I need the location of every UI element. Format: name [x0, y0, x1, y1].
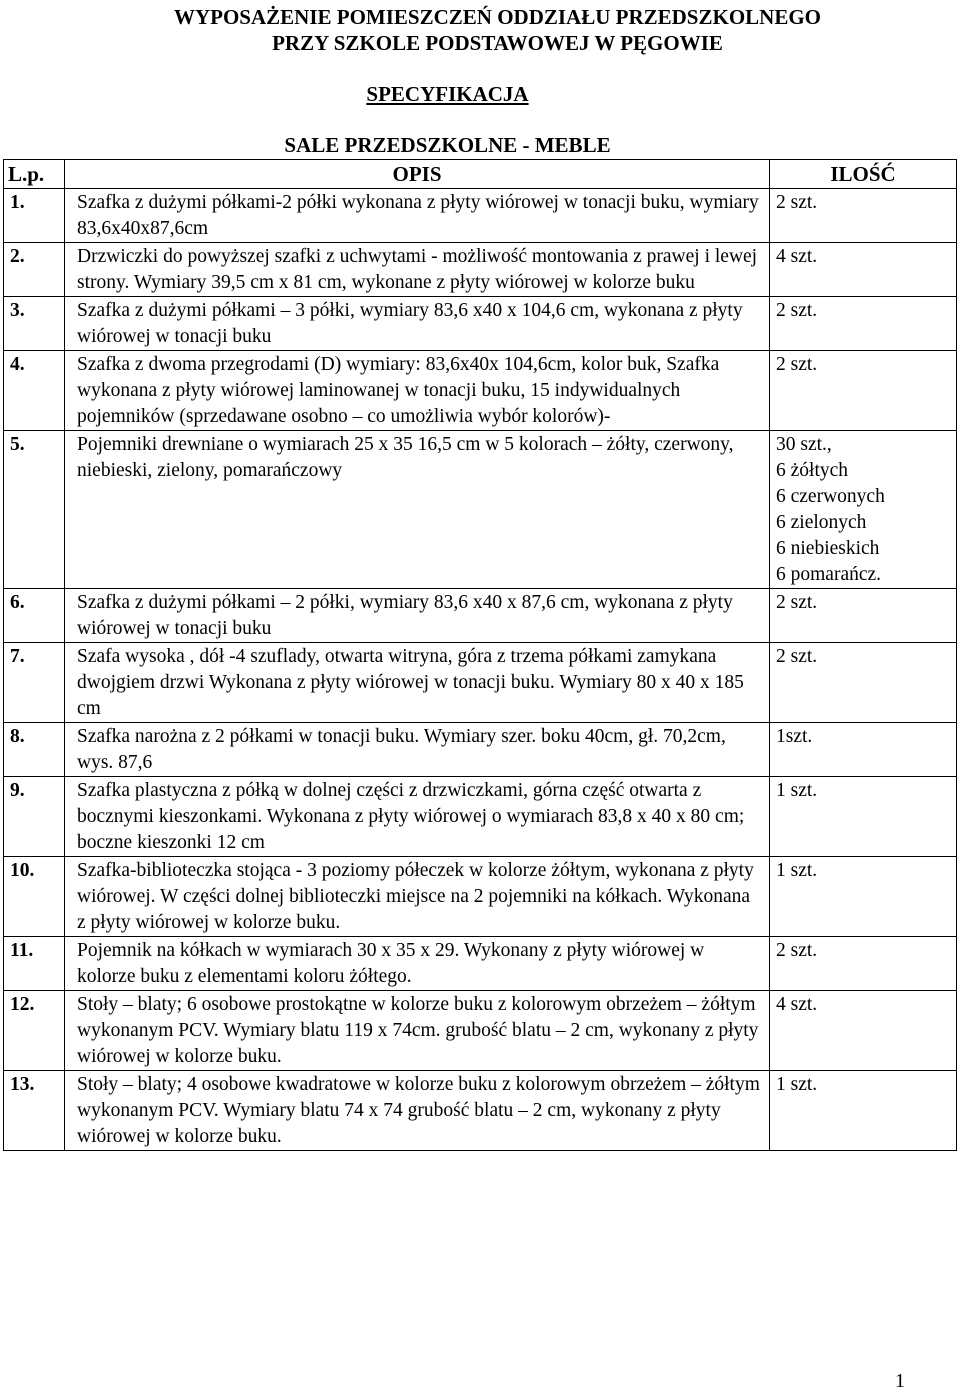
- section-subtitle: SALE PRZEDSZKOLNE - MEBLE: [284, 133, 611, 157]
- table-row: [4, 351, 957, 431]
- row-description: Szafka plastyczna z półką w dolnej części z drzwiczkami, górna część otwarta z bocznymi kieszonkami. Wykonana z płyty wiórowej o wymiarach 83,8 x 40 x 80 cm; boczne kieszonki 12 cm: [65, 777, 770, 857]
- row-description: Szafka z dużymi półkami – 2 półki, wymiary 83,6 x40 x 87,6 cm, wykonana z płyty wiórowej w tonacji buku: [65, 589, 770, 643]
- quantity-line: 6 niebieskich: [776, 538, 880, 559]
- row-quantity: [770, 937, 957, 991]
- row-number: 2.: [4, 243, 65, 297]
- row-description: Szafka z dwoma przegrodami (D) wymiary: 83,6x40x 104,6cm, kolor buk, Szafka wykonana z płyty wiórowej laminowanej w tonacji buku, 15 indywidualnych pojemników (sprzedawane osobno – co umożliwia wybór kolorów)-: [65, 351, 770, 431]
- specification-table: [3, 159, 957, 1151]
- table-row: [4, 589, 957, 643]
- row-description: Szafa wysoka , dół -4 szuflady, otwarta witryna, góra z trzema półkami zamykana dwojgiem drzwi Wykonana z płyty wiórowej w tonacji buku. Wymiary 80 x 40 x 185 cm: [65, 643, 770, 723]
- table-row: [4, 723, 957, 777]
- quantity-line: 6 żółtych: [776, 460, 849, 481]
- row-number: 11.: [4, 937, 65, 991]
- table-row: [4, 1071, 957, 1151]
- row-description: Szafka z dużymi półkami – 3 półki, wymiary 83,6 x40 x 104,6 cm, wykonana z płyty wiórowej w tonacji buku: [65, 297, 770, 351]
- page-number: 1: [895, 1370, 905, 1392]
- row-description: Szafka narożna z 2 półkami w tonacji buku. Wymiary szer. boku 40cm, gł. 70,2cm, wys. 87,6: [65, 723, 770, 777]
- row-number: 1.: [4, 189, 65, 243]
- row-quantity: [770, 643, 957, 723]
- row-quantity: [770, 431, 957, 589]
- quantity-line: 2 szt.: [776, 592, 818, 613]
- quantity-line: 6 zielonych: [776, 512, 867, 533]
- column-header-qty: ILOŚĆ: [770, 160, 957, 189]
- table-row: [4, 243, 957, 297]
- quantity-line: 1 szt.: [776, 860, 818, 881]
- row-number: 9.: [4, 777, 65, 857]
- row-description: Szafka z dużymi półkami-2 półki wykonana z płyty wiórowej w tonacji buku, wymiary 83,6x40x87,6cm: [65, 189, 770, 243]
- quantity-line: 6 czerwonych: [776, 486, 885, 507]
- row-number: 10.: [4, 857, 65, 937]
- quantity-line: 2 szt.: [776, 300, 818, 321]
- quantity-line: 2 szt.: [776, 192, 818, 213]
- quantity-line: 1 szt.: [776, 780, 818, 801]
- row-description: Pojemnik na kółkach w wymiarach 30 x 35 x 29. Wykonany z płyty wiórowej w kolorze buku z elementami koloru żółtego.: [65, 937, 770, 991]
- row-quantity: [770, 857, 957, 937]
- table-row: [4, 189, 957, 243]
- table-row: [4, 857, 957, 937]
- quantity-line: 30 szt.,: [776, 434, 832, 455]
- table-row: [4, 643, 957, 723]
- quantity-line: 4 szt.: [776, 994, 818, 1015]
- column-header-desc: OPIS: [65, 160, 770, 189]
- row-description: Stoły – blaty; 6 osobowe prostokątne w kolorze buku z kolorowym obrzeżem – żółtym wykonanym PCV. Wymiary blatu 119 x 74cm. grubość blatu – 2 cm, wykonany z płyty wiórowej w kolorze buku.: [65, 991, 770, 1071]
- row-quantity: [770, 297, 957, 351]
- table-row: [4, 297, 957, 351]
- document-title-line1: WYPOSAŻENIE POMIESZCZEŃ ODDZIAŁU PRZEDSZKOLNEGO: [173, 5, 822, 29]
- row-description: Drzwiczki do powyższej szafki z uchwytami - możliwość montowania z prawej i lewej strony. Wymiary 39,5 cm x 81 cm, wykonane z płyty wiórowej w kolorze buku: [65, 243, 770, 297]
- quantity-line: 1szt.: [776, 726, 813, 747]
- row-quantity: [770, 189, 957, 243]
- row-description: Stoły – blaty; 4 osobowe kwadratowe w kolorze buku z kolorowym obrzeżem – żółtym wykonanym PCV. Wymiary blatu 74 x 74 grubość blatu – 2 cm, wykonany z płyty wiórowej w kolorze buku.: [65, 1071, 770, 1151]
- quantity-line: 4 szt.: [776, 246, 818, 267]
- row-description: Pojemniki drewniane o wymiarach 25 x 35 16,5 cm w 5 kolorach – żółty, czerwony, niebieski, zielony, pomarańczowy: [65, 431, 770, 589]
- row-number: 6.: [4, 589, 65, 643]
- table-body: [4, 189, 957, 1151]
- row-quantity: [770, 777, 957, 857]
- table-row: [4, 777, 957, 857]
- row-quantity: [770, 589, 957, 643]
- quantity-line: 2 szt.: [776, 940, 818, 961]
- table-row: [4, 937, 957, 991]
- table-row: [4, 991, 957, 1071]
- document-title-line2: PRZY SZKOLE PODSTAWOWEJ W PĘGOWIE: [272, 31, 723, 55]
- row-number: 3.: [4, 297, 65, 351]
- table-header-row: [4, 160, 957, 189]
- quantity-line: 2 szt.: [776, 646, 818, 667]
- table-row: [4, 431, 957, 589]
- quantity-line: 2 szt.: [776, 354, 818, 375]
- row-quantity: [770, 991, 957, 1071]
- row-number: 7.: [4, 643, 65, 723]
- quantity-line: 1 szt.: [776, 1074, 818, 1095]
- quantity-line: 6 pomarańcz.: [776, 564, 882, 585]
- row-number: 13.: [4, 1071, 65, 1151]
- row-number: 12.: [4, 991, 65, 1071]
- row-number: 5.: [4, 431, 65, 589]
- row-number: 8.: [4, 723, 65, 777]
- row-quantity: [770, 243, 957, 297]
- row-quantity: [770, 351, 957, 431]
- specification-heading: SPECYFIKACJA: [366, 82, 529, 106]
- row-description: Szafka-biblioteczka stojąca - 3 poziomy półeczek w kolorze żółtym, wykonana z płyty wiórowej. W części dolnej biblioteczki miejsce na 2 pojemniki na kółkach. Wykonana z płyty wiórowej w kolorze buku.: [65, 857, 770, 937]
- row-quantity: [770, 1071, 957, 1151]
- row-number: 4.: [4, 351, 65, 431]
- column-header-lp: L.p.: [4, 160, 65, 189]
- row-quantity: [770, 723, 957, 777]
